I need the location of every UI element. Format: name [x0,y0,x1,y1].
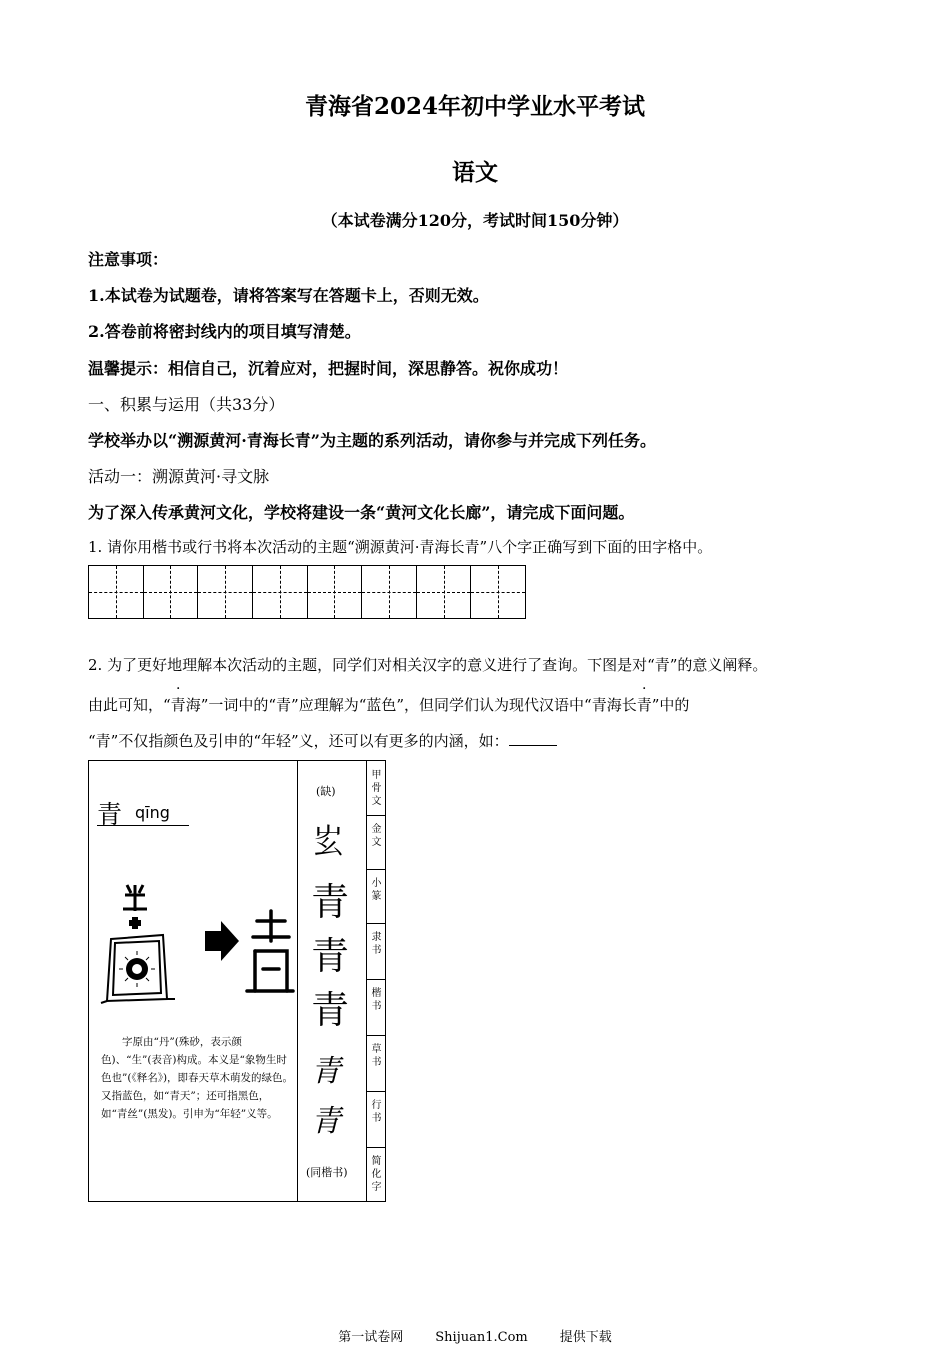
grid-cell[interactable] [198,566,253,618]
emphasis-char: 青 [170,696,186,714]
label-jinwen: 金文 [371,824,382,848]
grid-cell[interactable] [471,566,525,618]
head-character: 青 [97,800,123,829]
page-footer [0,1326,950,1345]
notice-item-1: 1.本试卷为试题卷，请将答案写在答题卡上，否则无效。 [88,286,489,305]
question-2-line-1: 2. 为了更好地理解本次活动的主题，同学们对相关汉字的意义进行了查询。下图是对“青”的意义阐释。 [88,656,768,674]
footer-site-url[interactable]: Shijuan1.Com [435,1330,528,1345]
missing-note: (缺) [316,785,336,798]
question-1: 1. 请你用楷书或行书将本次活动的主题“溯源黄河·青海长青”八个字正确写到下面的田字格中。 [88,538,713,556]
same-as-kaishu-note: (同楷书) [306,1166,348,1179]
glyph-caoshu: 青 [311,1054,341,1089]
character-origin-illustration [97,871,297,1011]
subject-title: 语文 [452,159,498,186]
warm-tip: 温馨提示：相信自己，沉着应对，把握时间，深思静答。祝你成功！ [88,359,569,378]
grid-cell[interactable] [144,566,199,618]
glyph-jinwen: 𡴁 [311,822,345,862]
label-kaishu: 楷书 [371,988,382,1012]
task-text: 为了深入传承黄河文化，学校将建设一条“黄河文化长廊”，请完成下面问题。 [88,503,635,522]
label-caoshu: 草书 [371,1044,382,1068]
notice-heading: 注意事项： [88,250,169,269]
notice-item-2: 2.答卷前将密封线内的项目填写清楚。 [88,322,361,341]
question-2-line-2 [88,694,689,715]
label-xiaozhuan: 小篆 [371,878,382,902]
qing-dictionary-figure [88,760,386,1202]
section-intro: 学校举办以“溯源黄河·青海长青”为主题的系列活动，请你参与并完成下列任务。 [88,431,656,450]
tianzige-grid[interactable] [88,565,526,619]
pinyin: qīng [135,803,170,822]
score-info: （本试卷满分120分，考试时间150分钟） [321,211,629,230]
glyph-xingshu: 青 [311,1104,341,1139]
grid-cell[interactable] [253,566,308,618]
footer-site-name: 第一试卷网 [338,1330,404,1345]
label-lishu: 隶书 [371,932,382,956]
grid-cell[interactable] [417,566,472,618]
q2-text-c: ”中的 [651,696,690,714]
label-jiaguwen: 甲骨文 [371,770,382,807]
explanation-text: 字原由“丹”(殊砂，表示颜色)、“生”(表音)构成。本义是“象物生时色也”(《释名》)，即春天草木萌发的绿色。又指蓝色，如“青天”；还可指黑色，如“青丝”(黑发)。引申为“年轻”义等。 [101,1036,294,1120]
q2-text-line3: “青”不仅指颜色及引申的“年轻”义，还可以有更多的内涵，如： [88,732,509,750]
label-xingshu: 行书 [371,1100,382,1124]
grid-cell[interactable] [362,566,417,618]
exam-title: 青海省2024年初中学业水平考试 [304,93,645,120]
question-2-line-3 [88,730,557,751]
grid-cell[interactable] [308,566,363,618]
grid-cell[interactable] [89,566,144,618]
answer-blank[interactable] [509,731,557,746]
q2-text-b: 海”一词中的“青”应理解为“蓝色”，但同学们认为现代汉语中“青海长 [185,696,637,714]
glyph-lishu: 青 [311,934,350,978]
activity-title: 活动一：溯源黄河·寻文脉 [88,467,270,486]
section-heading: 一、积累与运用（共33分） [88,395,285,414]
q2-text-a: 由此可知，“ [88,696,171,714]
glyph-kaishu: 青 [311,988,350,1032]
emphasis-char: 青 [636,696,652,714]
footer-download-text: 提供下载 [559,1330,612,1345]
glyph-xiaozhuan: 青 [311,880,350,924]
label-jianhuazi: 简化字 [371,1156,382,1193]
